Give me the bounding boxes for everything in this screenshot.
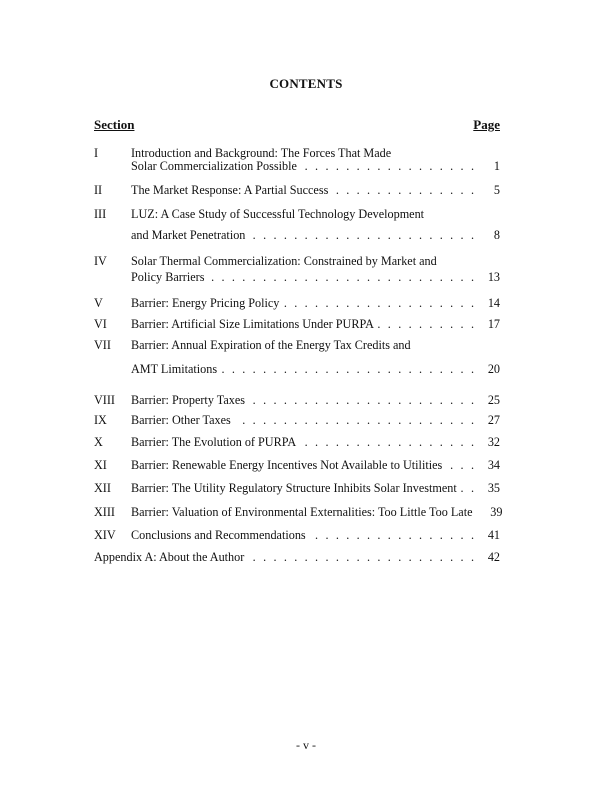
entry-title: Barrier: Property Taxes <box>131 393 245 407</box>
section-number: XIII <box>94 505 115 519</box>
dot-leader <box>221 362 474 377</box>
section-number: VIII <box>94 393 115 407</box>
entry-title: Solar Thermal Commercialization: Constrained by Market and <box>131 254 437 268</box>
dot-leader <box>249 393 474 408</box>
toc-entry[interactable] <box>94 362 500 377</box>
entry-title: Barrier: The Utility Regulatory Structure Inhibits Solar Investment <box>131 481 457 495</box>
section-number: XIV <box>94 528 116 542</box>
page-number: 35 <box>487 481 500 495</box>
section-number: VI <box>94 317 107 331</box>
toc-entry[interactable] <box>94 228 500 243</box>
toc-entry[interactable] <box>94 393 500 408</box>
section-number: IX <box>94 413 107 427</box>
page-number: 17 <box>487 317 500 331</box>
page-number: 41 <box>487 528 500 542</box>
page-number: 32 <box>487 435 500 449</box>
toc-entry[interactable] <box>94 183 500 198</box>
entry-title: Appendix A: About the Author <box>94 550 245 564</box>
dot-leader <box>332 183 474 198</box>
page-number: 39 <box>490 505 503 519</box>
page-number: 20 <box>487 362 500 376</box>
entry-title: AMT Limitations <box>131 362 218 376</box>
toc-entry[interactable] <box>94 505 503 520</box>
dot-leader <box>446 458 474 473</box>
toc-entry[interactable] <box>94 317 500 332</box>
dot-leader <box>461 481 474 496</box>
section-number: X <box>94 435 103 449</box>
section-header: Section <box>94 117 135 132</box>
dot-leader <box>208 270 474 285</box>
toc-entry[interactable] <box>94 159 500 174</box>
toc-entry[interactable] <box>94 458 500 473</box>
toc-entry[interactable] <box>94 296 500 311</box>
section-number: XI <box>94 458 107 472</box>
page-number: 42 <box>487 550 500 564</box>
entry-title: and Market Penetration <box>131 228 246 242</box>
dot-leader <box>300 435 474 450</box>
dot-leader <box>283 296 474 311</box>
entry-title: Conclusions and Recommendations <box>131 528 306 542</box>
page-number: 34 <box>487 458 500 472</box>
page-number: 27 <box>487 413 500 427</box>
toc-entry-appendix[interactable] <box>94 550 500 565</box>
dot-leader <box>235 413 474 428</box>
entry-title: Policy Barriers <box>131 270 205 284</box>
page-number: 13 <box>487 270 500 284</box>
section-number: V <box>94 296 103 310</box>
section-number: III <box>94 207 107 221</box>
entry-title: Barrier: Valuation of Environmental Externalities: Too Little Too Late <box>131 505 473 519</box>
toc-entry-line <box>94 207 500 222</box>
entry-title: Barrier: Other Taxes <box>131 413 231 427</box>
dot-leader <box>301 159 474 174</box>
page-number-footer: - v - <box>296 738 316 752</box>
toc-entry-line <box>94 338 500 353</box>
entry-title: The Market Response: A Partial Success <box>131 183 329 197</box>
section-number: I <box>94 146 99 160</box>
dot-leader <box>248 550 474 565</box>
entry-title: LUZ: A Case Study of Successful Technology Development <box>131 207 425 221</box>
section-number: IV <box>94 254 107 268</box>
toc-entry[interactable] <box>94 413 500 428</box>
entry-title: Barrier: Renewable Energy Incentives Not Available to Utilities <box>131 458 443 472</box>
section-number: VII <box>94 338 111 352</box>
toc-entry-line <box>94 254 500 269</box>
dot-leader <box>378 317 474 332</box>
toc-entry[interactable] <box>94 528 500 543</box>
entry-title: Barrier: Artificial Size Limitations Under PURPA <box>131 317 374 331</box>
page-number: 8 <box>493 228 500 242</box>
section-number: XII <box>94 481 111 495</box>
page-number: 5 <box>493 183 500 197</box>
dot-leader <box>249 228 474 243</box>
page-header: Page <box>473 117 500 132</box>
entry-title: Barrier: The Evolution of PURPA <box>131 435 297 449</box>
page-number: 14 <box>487 296 500 310</box>
section-number: II <box>94 183 103 197</box>
entry-title: Solar Commercialization Possible <box>131 159 297 173</box>
entry-title: Barrier: Energy Pricing Policy <box>131 296 280 310</box>
page-number: 1 <box>493 159 500 173</box>
page-title: CONTENTS <box>269 76 343 91</box>
entry-title: Barrier: Annual Expiration of the Energy Tax Credits and <box>131 338 411 352</box>
page-number: 25 <box>487 393 500 407</box>
dot-leader <box>310 528 474 543</box>
toc-entry[interactable] <box>94 481 500 496</box>
toc-entry[interactable] <box>94 270 500 285</box>
entry-title: Introduction and Background: The Forces That Made <box>131 146 392 160</box>
toc-entry[interactable] <box>94 435 500 450</box>
